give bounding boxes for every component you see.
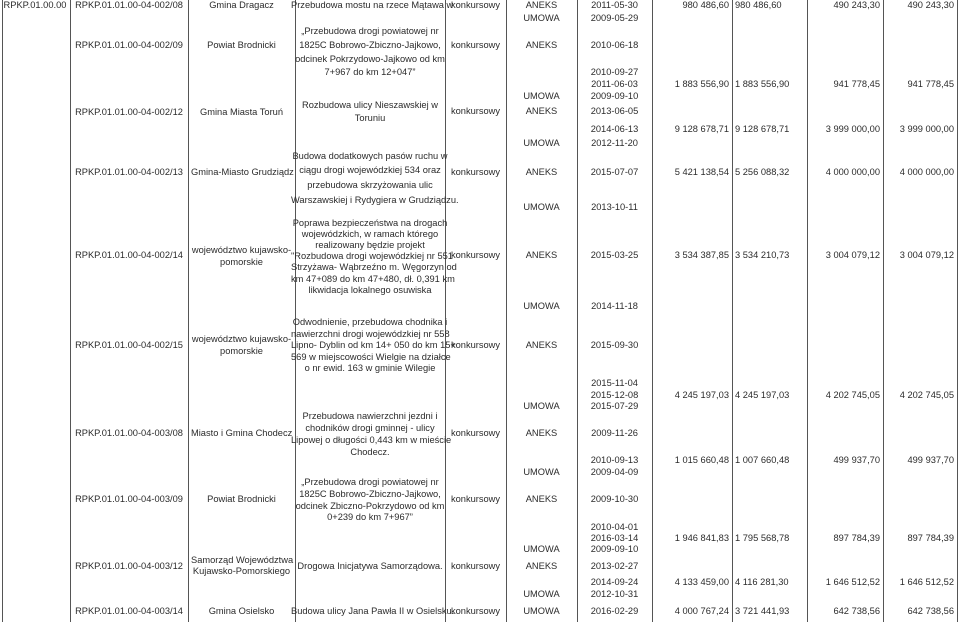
cell-doc: UMOWA xyxy=(523,13,560,23)
cell-beneficiary: Gmina-Miasto Grudziądz xyxy=(191,167,294,177)
column-divider xyxy=(188,0,189,622)
cell-mode: konkursowy xyxy=(450,0,501,10)
cell-mode: konkursowy xyxy=(450,250,501,260)
cell-a2: 1 007 660,48 xyxy=(735,455,790,465)
cell-beneficiary: Gmina Miasta Toruń xyxy=(199,107,284,117)
cell-doc: UMOWA xyxy=(523,606,560,616)
cell-date: 2013-10-11 xyxy=(591,202,638,212)
cell-a1: 1 883 556,90 xyxy=(674,79,729,89)
cell-title: „Przebudowa drogi powiatowej nr xyxy=(301,477,439,487)
cell-code: RPKP.01.01.00-04-002/15 xyxy=(75,340,183,350)
cell-title: Warszawskiej i Rydygiera w Grudziądzu. xyxy=(291,195,459,205)
cell-date: 2009-09-10 xyxy=(590,544,639,554)
cell-doc: ANEKS xyxy=(525,494,558,504)
column-divider xyxy=(506,0,507,622)
cell-a3: 3 999 000,00 xyxy=(825,124,880,134)
cell-beneficiary: Powiat Brodnicki xyxy=(207,494,276,504)
cell-a2: 980 486,60 xyxy=(735,0,782,10)
cell-title: odcinek Pokrzydowo-Jajkowo od km xyxy=(295,54,445,64)
cell-title: realizowany będzie projekt xyxy=(315,240,425,250)
cell-title: Przebudowa nawierzchni jezdni i xyxy=(302,411,438,421)
cell-title: 1825C Bobrowo-Zbiczno-Jajkowo, xyxy=(299,40,441,50)
cell-date: 2013-06-05 xyxy=(590,106,639,116)
cell-title: przebudowa skrzyżowania ulic xyxy=(307,180,433,190)
cell-date: 2009-10-30 xyxy=(590,494,639,504)
cell-date: 2009-05-29 xyxy=(590,13,639,23)
column-divider xyxy=(807,0,808,622)
cell-a3: 642 738,56 xyxy=(833,606,880,616)
column-divider xyxy=(577,0,578,622)
cell-doc: UMOWA xyxy=(523,138,560,148)
cell-doc: ANEKS xyxy=(525,0,558,10)
cell-code: RPKP.01.01.00-04-003/08 xyxy=(75,428,183,438)
cell-doc: ANEKS xyxy=(525,250,558,260)
column-divider xyxy=(883,0,884,622)
cell-date: 2009-04-09 xyxy=(590,467,639,477)
cell-title: Budowa dodatkowych pasów ruchu w xyxy=(292,151,448,161)
cell-title: 569 w miejscowości Wielgie na działce xyxy=(291,352,451,362)
cell-a2: 4 245 197,03 xyxy=(735,390,790,400)
column-divider xyxy=(445,0,446,622)
cell-beneficiary: województwo kujawsko- xyxy=(191,245,292,255)
cell-code: RPKP.01.01.00-04-003/09 xyxy=(75,494,183,504)
cell-title: km 47+089 do km 47+480, dł. 0,391 km xyxy=(291,274,455,284)
cell-beneficiary: Kujawsko-Pomorskiego xyxy=(192,566,291,576)
cell-title: Poprawa bezpieczeństwa na drogach xyxy=(292,218,448,228)
cell-title: Budowa ulicy Jana Pawła II w Osielsku. xyxy=(291,606,455,616)
cell-title: o nr ewid. 163 w gminie Wilegie xyxy=(304,363,436,373)
cell-beneficiary: pomorskie xyxy=(220,346,263,356)
cell-mode: konkursowy xyxy=(450,340,501,350)
cell-a4: 642 738,56 xyxy=(907,606,954,616)
cell-title: Odwodnienie, przebudowa chodnika i xyxy=(292,317,448,327)
cell-a4: 1 646 512,52 xyxy=(899,577,954,587)
cell-date: 2013-02-27 xyxy=(590,561,639,571)
cell-code: RPKP.01.01.00-04-002/13 xyxy=(75,167,183,177)
cell-title: odcinek Zbiczno-Pokrzydowo od km xyxy=(295,501,445,511)
cell-date: 2011-05-30 xyxy=(591,0,638,10)
cell-a4: 499 937,70 xyxy=(907,455,954,465)
cell-title: 7+967 do km 12+047” xyxy=(324,67,416,77)
cell-a3: 499 937,70 xyxy=(833,455,880,465)
cell-beneficiary: Gmina Dragacz xyxy=(209,0,274,10)
cell-a4: 4 202 745,05 xyxy=(899,390,954,400)
cell-a2: 3 721 441,93 xyxy=(735,606,790,616)
cell-date: 2012-10-31 xyxy=(590,589,639,599)
cell-code: RPKP.01.01.00-04-002/09 xyxy=(75,40,183,50)
cell-a1: 980 486,60 xyxy=(682,0,729,10)
cell-a3: 897 784,39 xyxy=(833,533,880,543)
cell-a1: 4 133 459,00 xyxy=(674,577,729,587)
cell-code: RPKP.01.01.00-04-002/12 xyxy=(75,107,183,117)
cell-doc: ANEKS xyxy=(525,40,558,50)
column-divider xyxy=(652,0,653,622)
cell-date: 2015-09-30 xyxy=(590,340,639,350)
cell-title: likwidacja lokalnego osuwiska xyxy=(308,285,432,295)
cell-title: „Przebudowa drogi powiatowej nr xyxy=(301,26,439,36)
column-divider xyxy=(2,0,3,622)
cell-title: Lipowej o długości 0,443 km w mieście xyxy=(291,435,452,445)
cell-a3: 3 004 079,12 xyxy=(825,250,880,260)
cell-a4: 897 784,39 xyxy=(907,533,954,543)
cell-doc: UMOWA xyxy=(523,301,560,311)
cell-a1: 4 245 197,03 xyxy=(674,390,729,400)
cell-doc: UMOWA xyxy=(523,401,560,411)
cell-date: 2015-12-08 xyxy=(590,390,639,400)
cell-a2: 3 534 210,73 xyxy=(735,250,790,260)
cell-a2: 1 883 556,90 xyxy=(735,79,790,89)
cell-a4: 3 004 079,12 xyxy=(899,250,954,260)
cell-mode: konkursowy xyxy=(450,494,501,504)
cell-title: Przebudowa mostu na rzece Mątawa w xyxy=(291,0,454,10)
cell-doc: UMOWA xyxy=(523,467,560,477)
cell-doc: ANEKS xyxy=(525,106,558,116)
cell-date: 2014-06-13 xyxy=(590,124,639,134)
cell-title: Toruniu xyxy=(354,113,386,123)
cell-beneficiary: Gmina Osielsko xyxy=(208,606,275,616)
cell-a1: 5 421 138,54 xyxy=(674,167,729,177)
cell-a1: 1 015 660,48 xyxy=(674,455,729,465)
cell-title: chodników drogi gminnej - ulicy xyxy=(305,423,435,433)
column-divider xyxy=(732,0,733,622)
cell-doc: UMOWA xyxy=(523,202,560,212)
cell-doc: UMOWA xyxy=(523,589,560,599)
cell-code: RPKP.01.01.00-04-003/14 xyxy=(75,606,183,616)
cell-beneficiary: Samorząd Województwa xyxy=(191,555,294,565)
cell-doc: ANEKS xyxy=(525,167,558,177)
cell-date: 2009-11-26 xyxy=(591,428,638,438)
cell-beneficiary: Powiat Brodnicki xyxy=(207,40,276,50)
cell-a1: 9 128 678,71 xyxy=(674,124,729,134)
cell-mode: konkursowy xyxy=(450,428,501,438)
cell-a4: 4 000 000,00 xyxy=(899,167,954,177)
cell-doc: ANEKS xyxy=(525,561,558,571)
cell-mode: konkursowy xyxy=(450,606,501,616)
cell-date: 2012-11-20 xyxy=(591,138,638,148)
cell-title: 1825C Bobrowo-Zbiczno-Jajkowo, xyxy=(299,489,441,499)
cell-date: 2010-06-18 xyxy=(590,40,639,50)
cell-date: 2010-09-27 xyxy=(590,67,639,77)
cell-mode: konkursowy xyxy=(450,167,501,177)
cell-title: Chodecz. xyxy=(350,447,390,457)
cell-program: RPKP.01.00.00 xyxy=(3,0,67,10)
cell-title: Lipno- Dyblin od km 14+ 050 do km 15+ xyxy=(291,340,456,350)
cell-title: wojewódzkich, w ramach którego xyxy=(301,229,439,239)
cell-title: "Rozbudowa drogi wojewódzkiej nr 551 xyxy=(291,251,453,261)
cell-date: 2015-07-29 xyxy=(590,401,639,411)
cell-a2: 5 256 088,32 xyxy=(735,167,790,177)
cell-date: 2011-06-03 xyxy=(591,79,638,89)
cell-date: 2015-03-25 xyxy=(590,250,639,260)
cell-a2: 4 116 281,30 xyxy=(735,577,789,587)
cell-a1: 4 000 767,24 xyxy=(674,606,729,616)
cell-a4: 3 999 000,00 xyxy=(899,124,954,134)
cell-date: 2014-11-18 xyxy=(591,301,638,311)
cell-a1: 3 534 387,85 xyxy=(674,250,729,260)
cell-title: nawierzchni drogi wojewódzkiej nr 558 xyxy=(291,329,450,339)
cell-code: RPKP.01.01.00-04-002/08 xyxy=(75,0,183,10)
cell-beneficiary: pomorskie xyxy=(220,257,263,267)
cell-code: RPKP.01.01.00-04-003/12 xyxy=(75,561,183,571)
cell-a3: 1 646 512,52 xyxy=(825,577,880,587)
cell-title: Rozbudowa ulicy Nieszawskiej w xyxy=(302,100,438,110)
cell-a4: 941 778,45 xyxy=(907,79,954,89)
cell-a3: 4 202 745,05 xyxy=(825,390,880,400)
cell-date: 2010-04-01 xyxy=(590,522,639,532)
cell-title: ciągu drogi wojewódzkiej 534 oraz xyxy=(299,165,441,175)
cell-doc: UMOWA xyxy=(523,91,560,101)
cell-a2: 1 795 568,78 xyxy=(735,533,790,543)
cell-beneficiary: Miasto i Gmina Chodecz xyxy=(191,428,293,438)
cell-beneficiary: województwo kujawsko- xyxy=(191,334,292,344)
cell-a3: 490 243,30 xyxy=(833,0,880,10)
cell-title: Drogowa Inicjatywa Samorządowa. xyxy=(297,561,443,571)
cell-title: 0+239 do km 7+967” xyxy=(327,512,413,522)
cell-date: 2015-11-04 xyxy=(591,378,638,388)
cell-date: 2016-03-14 xyxy=(590,533,639,543)
column-divider xyxy=(957,0,958,622)
cell-mode: konkursowy xyxy=(450,561,501,571)
cell-date: 2015-07-07 xyxy=(590,167,639,177)
cell-a3: 4 000 000,00 xyxy=(825,167,880,177)
cell-date: 2014-09-24 xyxy=(590,577,639,587)
cell-doc: ANEKS xyxy=(525,428,558,438)
column-divider xyxy=(295,0,296,622)
cell-mode: konkursowy xyxy=(450,40,501,50)
cell-doc: UMOWA xyxy=(523,544,560,554)
cell-title: Strzyżawa- Wąbrzeźno m. Węgorzyn od xyxy=(291,262,457,272)
cell-date: 2016-02-29 xyxy=(590,606,639,616)
cell-a4: 490 243,30 xyxy=(907,0,954,10)
cell-doc: ANEKS xyxy=(525,340,558,350)
cell-mode: konkursowy xyxy=(450,106,501,116)
cell-date: 2010-09-13 xyxy=(590,455,639,465)
cell-a3: 941 778,45 xyxy=(833,79,880,89)
column-divider xyxy=(70,0,71,622)
cell-code: RPKP.01.01.00-04-002/14 xyxy=(75,250,183,260)
cell-a2: 9 128 678,71 xyxy=(735,124,790,134)
cell-a1: 1 946 841,83 xyxy=(674,533,729,543)
cell-date: 2009-09-10 xyxy=(590,91,639,101)
